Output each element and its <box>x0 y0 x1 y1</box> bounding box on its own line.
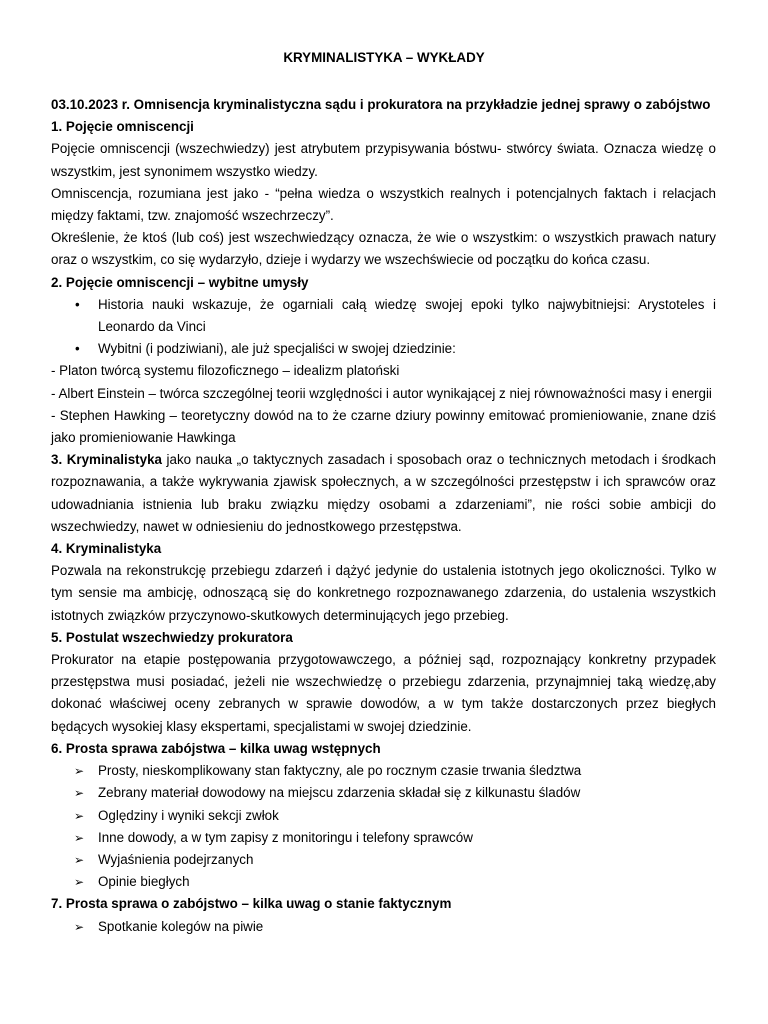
arrow-icon: ➢ <box>74 786 85 801</box>
arrow-icon: ➢ <box>74 852 85 867</box>
section-5-heading: 5. Postulat wszechwiedzy prokuratora <box>51 629 293 645</box>
section-7-heading: 7. Prosta sprawa o zabójstwo – kilka uwag o stanie faktycznym <box>51 896 452 912</box>
list-item-text: Spotkanie kolegów na piwie <box>98 918 264 934</box>
bullet-icon: • <box>75 341 80 357</box>
list-item-text: Oględziny i wyniki sekcji zwłok <box>98 807 279 823</box>
dash-item-hawking: - Stephen Hawking – teoretyczny dowód na to że czarne dziury powinny emitować promieniowanie, znane dziś jako promieniowanie Hawkinga <box>51 407 716 446</box>
arrow-icon: ➢ <box>74 764 85 779</box>
arrow-icon: ➢ <box>74 808 85 823</box>
section-1-paragraph-2: Omniscencja, rozumiana jest jako - “pełna wiedza o wszystkich realnych i potencjalnych faktach i relacjach między faktami, tzw. znajomość wszechrzeczy”. <box>51 185 716 224</box>
list-item-text: Zebrany materiał dowodowy na miejscu zdarzenia składał się z kilkunastu śladów <box>98 785 581 801</box>
list-item-text: Wybitni (i podziwiani), ale już specjaliści w swojej dziedzinie: <box>98 341 456 357</box>
list-item-text: Opinie biegłych <box>98 874 190 890</box>
list-item <box>51 849 716 871</box>
section-1-heading: 1. Pojęcie omniscencji <box>51 119 194 135</box>
list-item <box>51 782 716 804</box>
document-body <box>51 94 716 938</box>
lecture-heading: 03.10.2023 r. Omnisencja kryminalistyczna sądu i prokuratora na przykładzie jednej sprawy o zabójstwo <box>51 97 711 112</box>
section-3-text: jako nauka „o taktycznych zasadach i sposobach oraz o technicznych metodach i środkach rozpoznawania, a także wykrywania zjawisk społecznych, a w szczególności przestępstw i ich sprawców oraz udowadniania istnienia lub braku związku między osobami a zdarzeniami”, nie rości sobie ambicji do wszechwiedzy, nawet w odniesieniu do jednostkowego przestępstwa. <box>51 452 716 534</box>
list-item <box>51 760 716 782</box>
list-item <box>51 805 716 827</box>
list-item-text: Prosty, nieskomplikowany stan faktyczny, ale po rocznym czasie trwania śledztwa <box>98 763 582 779</box>
bullet-icon: • <box>75 296 80 312</box>
arrow-icon: ➢ <box>74 919 85 934</box>
list-item-text: Wyjaśnienia podejrzanych <box>98 851 254 867</box>
list-item <box>51 871 716 893</box>
section-1-paragraph-3: Określenie, że ktoś (lub coś) jest wszechwiedzący oznacza, że wie o wszystkim: o wszystkich prawach natury oraz o wszystkim, co się wydarzyło, dzieje i wydarzy we wszechświecie od początku do końca czasu. <box>51 230 716 268</box>
dash-item-einstein: - Albert Einstein – twórca szczególnej teorii względności i autor wynikającej z niej równoważności masy i energii <box>51 385 712 401</box>
arrow-icon: ➢ <box>74 875 85 890</box>
section-6-heading: 6. Prosta sprawa zabójstwa – kilka uwag wstępnych <box>51 740 381 756</box>
arrow-icon: ➢ <box>74 830 85 845</box>
list-item-text: Inne dowody, a w tym zapisy z monitoringu i telefony sprawców <box>98 829 473 845</box>
dash-item-platon: - Platon twórcą systemu filozoficznego – idealizm platoński <box>51 363 400 379</box>
section-4-paragraph: Pozwala na rekonstrukcję przebiegu zdarzeń i dążyć jedynie do ustalenia istotnych jego okoliczności. Tylko w tym sensie ma ambicję, odnoszącą się do konkretnego rozpoznawanego zdarzenia, do ustalenia wszystkich istotnych związków przyczynowo-skutkowych determinujących jego przebieg. <box>51 563 716 623</box>
section-2-heading: 2. Pojęcie omniscencji – wybitne umysły <box>51 274 309 290</box>
list-item-text: Historia nauki wskazuje, że ogarniali całą wiedzę swojej epoki tylko najwybitniejsi: Arystoteles i Leonardo da Vinci <box>98 296 716 335</box>
list-item <box>51 827 716 849</box>
document-title: KRYMINALISTYKA – WYKŁADY <box>283 50 485 65</box>
list-item <box>51 916 716 938</box>
section-3-heading: 3. Kryminalistyka <box>51 452 162 468</box>
section-1-paragraph-1: Pojęcie omniscencji (wszechwiedzy) jest atrybutem przypisywania bóstwu- stwórcy świata. Oznacza wiedzę o wszystkim, jest synonimem wszystko wiedzy. <box>51 141 716 179</box>
section-3-paragraph <box>51 449 716 538</box>
section-7-arrow-list <box>51 916 716 938</box>
section-2-bullet-list <box>51 294 716 361</box>
section-4-heading: 4. Kryminalistyka <box>51 541 162 557</box>
section-6-arrow-list <box>51 760 716 893</box>
list-item <box>51 338 716 360</box>
list-item <box>51 294 716 338</box>
section-5-paragraph: Prokurator na etapie postępowania przygotowawczego, a później sąd, rozpoznający konkretny przypadek przestępstwa musi posiadać, jeżeli nie wszechwiedzę o przebiegu zdarzenia, przynajmniej taką wiedzę,aby dokonać właściwej oceny zebranych w sprawie dowodów, a w tym także dostarczonych przez biegłych będących wysokiej klasy ekspertami, specjalistami w swojej dziedzinie. <box>51 652 716 734</box>
